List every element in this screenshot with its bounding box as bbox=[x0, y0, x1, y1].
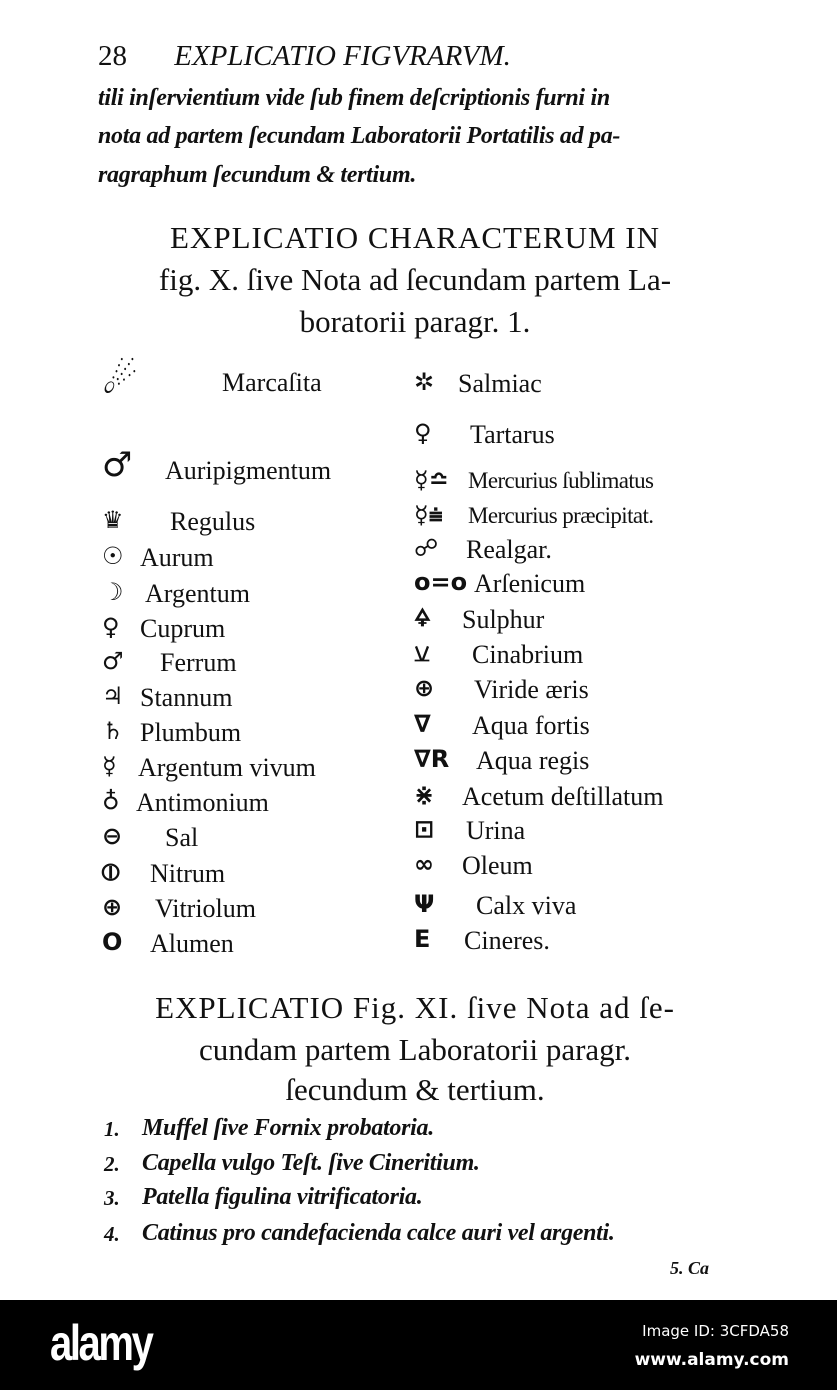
alchemical-symbol-icon: E bbox=[414, 925, 431, 953]
symbol-label: Oleum bbox=[462, 851, 533, 880]
symbol-label: Vitriolum bbox=[155, 894, 256, 923]
alchemical-symbol-icon: ⚺ bbox=[414, 639, 430, 667]
symbol-label: Cineres. bbox=[464, 926, 550, 955]
heading1-line: fig. X. ſive Nota ad ſecundam partem La- bbox=[158, 262, 672, 297]
alchemical-symbol-icon: ☄ bbox=[102, 357, 138, 403]
alchemical-symbol-icon: ⊕ bbox=[102, 893, 123, 921]
site-url: www.alamy.com bbox=[634, 1350, 789, 1370]
alchemical-symbol-icon: ⊖ bbox=[102, 822, 123, 850]
item-text: Capella vulgo Teſt. ſive Cineritium. bbox=[142, 1150, 480, 1176]
item-number: 1. bbox=[104, 1117, 120, 1141]
catchword: 5. Ca bbox=[670, 1258, 710, 1278]
image-id: Image ID: 3CFDA58 bbox=[642, 1322, 789, 1340]
symbol-label: Argentum vivum bbox=[138, 753, 316, 782]
page-number: 28 bbox=[98, 40, 127, 72]
heading2-line: cundam partem Laboratorii paragr. bbox=[198, 1032, 632, 1067]
alchemical-symbol-icon: ♀ bbox=[414, 419, 432, 447]
symbol-label: Auripigmentum bbox=[165, 456, 332, 485]
intro-line: tili inſervientium vide ſub finem deſcriptionis furni in bbox=[98, 85, 610, 111]
alchemical-symbol-icon: ☽ bbox=[102, 578, 124, 606]
symbol-label: Sal bbox=[165, 823, 199, 852]
symbol-label: Aurum bbox=[140, 543, 214, 572]
symbol-label: Calx viva bbox=[476, 891, 577, 920]
item-text: Muffel ſive Fornix probatoria. bbox=[142, 1115, 434, 1141]
symbol-label: Marcaſita bbox=[222, 368, 322, 397]
symbol-label: Salmiac bbox=[458, 369, 542, 398]
alchemical-symbol-icon: ∇R bbox=[414, 745, 450, 773]
alchemical-symbol-icon: ☉ bbox=[102, 542, 124, 570]
alchemical-symbol-icon: ✲ bbox=[414, 368, 435, 396]
alchemical-symbol-icon: ∞ bbox=[414, 850, 434, 878]
alchemical-symbol-icon: ☍ bbox=[414, 534, 439, 562]
alchemical-symbol-icon: ☿≏ bbox=[414, 466, 449, 494]
symbol-label: Aqua regis bbox=[476, 746, 590, 775]
intro-line: nota ad partem ſecundam Laboratorii Portatilis ad pa- bbox=[98, 123, 621, 149]
symbol-label: Mercurius ſublimatus bbox=[468, 468, 654, 493]
alchemical-symbol-icon: O bbox=[102, 928, 123, 956]
item-number: 3. bbox=[104, 1186, 120, 1210]
symbol-label: Cinabrium bbox=[472, 640, 584, 669]
alchemical-symbol-icon: ♄ bbox=[102, 717, 124, 745]
alchemical-symbol-icon: ⊕ bbox=[414, 674, 435, 702]
alchemical-symbol-icon: ♂ bbox=[102, 647, 124, 675]
running-head bbox=[98, 40, 511, 73]
symbol-label: Urina bbox=[466, 816, 526, 845]
symbol-label: Acetum deſtillatum bbox=[462, 782, 664, 811]
alchemical-symbol-icon: ☿ bbox=[102, 752, 117, 780]
item-text: Catinus pro candefacienda calce auri vel argenti. bbox=[142, 1220, 615, 1246]
alchemical-symbol-icon: ∇ bbox=[414, 710, 431, 738]
item-number: 4. bbox=[104, 1222, 120, 1246]
alchemical-symbol-icon: ⦶ bbox=[102, 858, 120, 886]
alchemical-symbol-icon: ♂ bbox=[102, 445, 133, 485]
symbol-label: Alumen bbox=[150, 929, 234, 958]
alchemical-symbol-icon: ☿⩧ bbox=[414, 501, 443, 529]
alchemical-symbol-icon: Ψ bbox=[414, 890, 435, 918]
symbol-label: Stannum bbox=[140, 683, 233, 712]
symbol-label: Arſenicum bbox=[474, 569, 586, 598]
heading2-line: EXPLICATIO Fig. XI. ſive Nota ad ſe- bbox=[155, 990, 675, 1025]
symbol-label: Antimonium bbox=[136, 788, 269, 817]
alchemical-symbol-icon: ♃ bbox=[102, 682, 124, 710]
alchemical-symbol-icon: ♁ bbox=[102, 787, 120, 815]
alchemical-symbol-icon: ⋇ bbox=[414, 781, 435, 809]
symbol-label: Tartarus bbox=[470, 420, 555, 449]
symbol-label: Regulus bbox=[170, 507, 256, 536]
watermark-bar bbox=[0, 1300, 837, 1390]
alchemical-symbol-icon: ♛ bbox=[102, 506, 124, 534]
symbol-label: Mercurius præcipitat. bbox=[468, 503, 654, 528]
heading1-line: EXPLICATIO CHARACTERUM IN bbox=[170, 220, 660, 255]
item-number: 2. bbox=[104, 1152, 120, 1176]
symbol-label: Plumbum bbox=[140, 718, 242, 747]
alchemical-symbol-icon: ♀ bbox=[102, 613, 120, 641]
alchemical-symbol-icon: 🜍 bbox=[414, 604, 431, 632]
alchemical-symbol-icon: o=o bbox=[414, 568, 468, 596]
item-text: Patella figulina vitrificatoria. bbox=[142, 1184, 423, 1210]
symbol-label: Viride æris bbox=[474, 675, 589, 704]
heading1-line: boratorii paragr. 1. bbox=[299, 304, 531, 339]
symbol-label: Cuprum bbox=[140, 614, 226, 643]
symbol-label: Ferrum bbox=[160, 648, 237, 677]
symbol-label: Sulphur bbox=[462, 605, 545, 634]
intro-line: ragraphum ſecundum & tertium. bbox=[98, 162, 417, 188]
running-title: EXPLICATIO FIGVRARVM. bbox=[174, 40, 511, 72]
heading2-line: ſecundum & tertium. bbox=[285, 1072, 545, 1107]
symbol-label: Nitrum bbox=[150, 859, 226, 888]
alchemical-symbol-icon: ⊡ bbox=[414, 815, 435, 843]
symbol-label: Aqua fortis bbox=[472, 711, 590, 740]
alamy-logo: alamy bbox=[50, 1315, 152, 1371]
symbol-label: Realgar. bbox=[466, 535, 552, 564]
symbol-label: Argentum bbox=[145, 579, 250, 608]
